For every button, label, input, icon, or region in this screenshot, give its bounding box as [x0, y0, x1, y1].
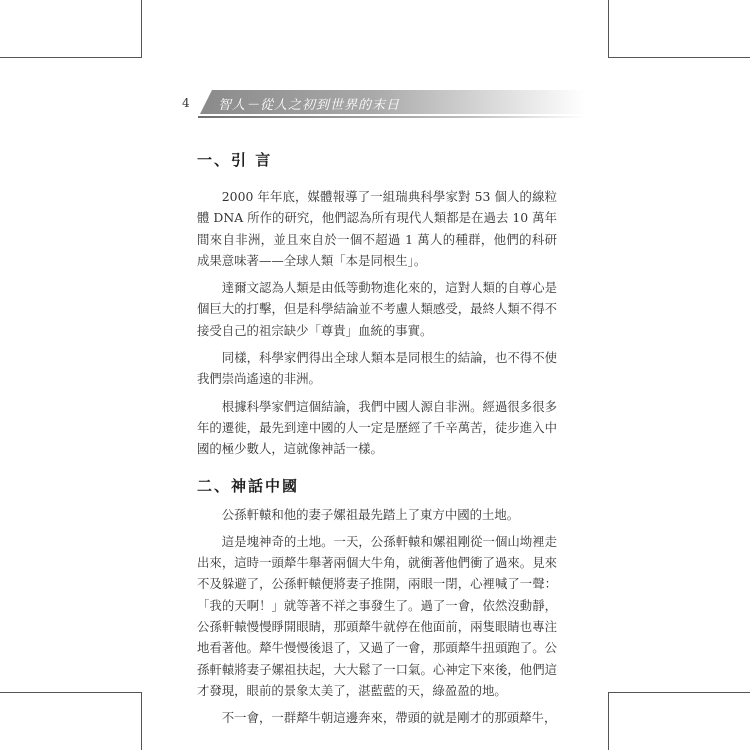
crop-mark [0, 57, 142, 58]
paragraph: 不一會，一群犛牛朝這邊奔來，帶頭的就是剛才的那頭犛牛， [221, 710, 557, 726]
crop-mark [0, 692, 142, 693]
paragraph: 同樣，科學家們得出全球人類本是同根生的結論，也不得不使我們崇尚遙遠的非洲。 [197, 350, 557, 387]
book-title: 智人－從人之初到世界的末日 [218, 98, 401, 113]
paragraph: 2000 年年底，媒體報導了一組瑞典科學家對 53 個人的線粒體 DNA 所作的研究，他們認為所有現代人類都是在過去 10 萬年間來自非洲，並且來自於一個不超過 1 萬人的種群，他們的科研成果意味著——全球人類「本是同根生」。 [197, 189, 557, 268]
header-rule [198, 116, 585, 118]
section-heading-introduction: 一、引 言 [197, 151, 273, 169]
section-heading-mythical-china: 二、神話中國 [197, 476, 300, 495]
paragraph: 達爾文認為人類是由低等動物進化來的，這對人類的自尊心是個巨大的打擊，但是科學結論並不考慮人類感受，最終人類不得不接受自己的祖宗缺少「尊貴」血統的事實。 [197, 280, 557, 338]
paragraph: 根據科學家們這個結論，我們中國人源自非洲。經過很多很多年的遷徙，最先到達中國的人一定是歷經了千辛萬苦，徒步進入中國的極少數人，這就像神話一樣。 [197, 398, 557, 457]
crop-mark [141, 0, 142, 58]
crop-mark [608, 692, 750, 693]
crop-mark [608, 0, 609, 58]
page-number: 4 [182, 96, 190, 110]
paragraph: 公孫軒轅和他的妻子嫘祖最先踏上了東方中國的土地。 [221, 506, 520, 522]
crop-mark [141, 692, 142, 750]
page-content [197, 148, 557, 735]
crop-mark [608, 692, 609, 750]
crop-mark [608, 57, 750, 58]
paragraph: 這是塊神奇的土地。一天，公孫軒轅和嫘祖剛從一個山坳裡走出來，這時一頭犛牛舉著兩個大牛角，就衝著他們衝了過來。見來不及躲避了，公孫軒轅便將妻子推開，兩眼一閉，心裡喊了一聲：「我的天啊！」就等著不祥之事發生了。過了一會，依然沒動靜，公孫軒轅慢慢睜開眼睛，那頭犛牛就停在他面前，兩隻眼睛也專注地看著他。犛牛慢慢後退了，又過了一會，那頭犛牛扭頭跑了。公孫軒轅將妻子嫘祖扶起，大大鬆了一口氣。心神定下來後，他們這才發現，眼前的景象太美了，湛藍藍的天，綠盈盈的地。 [197, 533, 557, 698]
running-header [170, 90, 585, 118]
